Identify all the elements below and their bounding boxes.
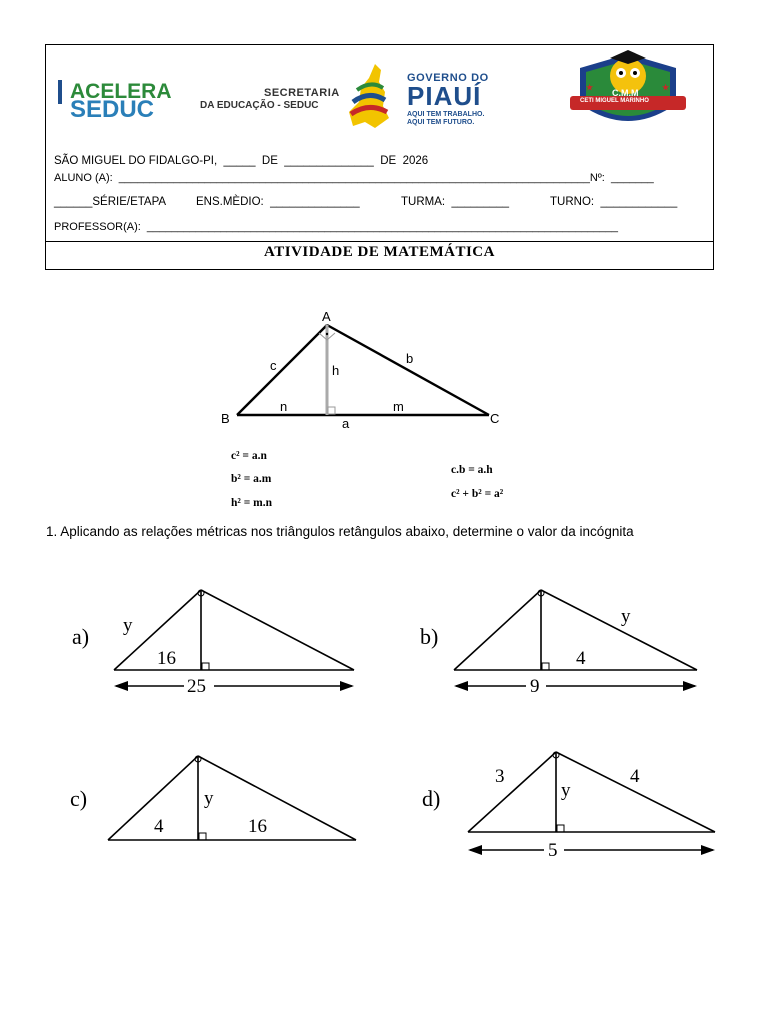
triangle-d-right-side-label: 4	[630, 766, 640, 787]
triangle-d-height-y-label: y	[561, 780, 571, 801]
formula-c2-an: c² = a.n	[231, 450, 267, 462]
svg-text:★: ★	[662, 83, 670, 92]
page-title: ATIVIDADE DE MATEMÁTICA	[264, 244, 495, 260]
triangle-c-figure	[66, 748, 386, 848]
triangle-c-foot-mark	[199, 833, 206, 840]
foot-right-angle-mark	[328, 407, 335, 414]
header-turno-field: TURNO: ____________	[550, 196, 678, 208]
header-separator	[45, 241, 714, 242]
acelera-text: ACELERA	[70, 80, 172, 103]
governo-piaui-logo	[343, 58, 508, 134]
triangle-d-foot-mark	[557, 825, 564, 832]
triangle-d-arrow-right	[701, 845, 715, 855]
triangle-a-inner-label: 16	[157, 648, 176, 669]
triangle-b-inner-label: 4	[576, 648, 586, 669]
triangle-b-arrow-right	[683, 681, 697, 691]
formula-b2-am: b² = a.m	[231, 473, 272, 485]
triangle-b-left-side	[454, 590, 541, 670]
school-badge-top-text: C.M.M	[612, 88, 639, 98]
triangle-b-side-y-label: y	[621, 606, 631, 627]
formula-h2-mn: h² = m.n	[231, 497, 272, 509]
triangle-c-height-y-label: y	[204, 788, 214, 809]
vertex-a-label: A	[322, 309, 331, 324]
side-c-label: c	[270, 358, 277, 373]
triangle-d-base-label: 5	[548, 840, 558, 861]
apex-angle-dot	[326, 333, 328, 335]
triangle-a-right-side	[201, 590, 354, 670]
triangle-c-right-proj-label: 16	[248, 816, 267, 837]
school-badge-logo	[568, 46, 688, 136]
piaui-map-icon	[345, 62, 405, 130]
educacao-text: DA EDUCAÇÃO - SEDUC	[200, 100, 319, 111]
governo-do-text: GOVERNO DO	[407, 72, 489, 84]
header-serie-field: ______SÉRIE/ETAPA	[54, 196, 167, 208]
side-b-line	[327, 325, 489, 415]
aqui-trabalho-text: AQUI TEM TRABALHO.	[407, 111, 485, 118]
triangle-d-figure	[418, 742, 738, 862]
triangle-a-side-y-label: y	[123, 615, 133, 636]
acelera-left-bar	[58, 80, 62, 104]
triangle-b-figure	[416, 580, 726, 700]
side-b-label: b	[406, 351, 414, 366]
vertex-c-label: C	[490, 411, 500, 426]
triangle-c-left-proj-label: 4	[154, 816, 164, 837]
triangle-b-foot-mark	[542, 663, 549, 670]
triangle-d-arrow-left	[468, 845, 482, 855]
formula-cb-ah: c.b = a.h	[451, 464, 493, 476]
triangle-c-label: c)	[70, 786, 88, 811]
triangle-d-label: d)	[422, 786, 441, 811]
header-ens-medio-field: ENS.MÈDIO: ______________	[196, 196, 360, 208]
side-a-label: a	[342, 416, 350, 428]
secretaria-text: SECRETARIA	[264, 87, 340, 99]
triangle-b-label: b)	[420, 624, 439, 649]
piaui-text: PIAUÍ	[407, 81, 482, 111]
formula-pythagoras: c² + b² = a²	[451, 488, 504, 500]
triangle-b-arrow-left	[454, 681, 468, 691]
triangle-a-arrow-left	[114, 681, 128, 691]
header-date-line: SÃO MIGUEL DO FIDALGO-PI, _____ DE ______________ DE 2026	[54, 155, 429, 167]
proj-n-label: n	[280, 399, 288, 414]
acelera-seduc-logo	[58, 52, 358, 134]
vertex-b-label: B	[221, 411, 230, 426]
reference-triangle-figure	[218, 303, 538, 428]
triangle-a-label: a)	[72, 624, 90, 649]
aqui-futuro-text: AQUI TEM FUTURO.	[407, 119, 475, 126]
triangle-a-foot-mark	[202, 663, 209, 670]
proj-m-label: m	[393, 399, 404, 414]
school-badge-band-text: CETI MIGUEL MARINHO	[580, 98, 649, 104]
triangle-d-left-side	[468, 752, 556, 832]
svg-text:★: ★	[586, 83, 594, 92]
triangle-d-left-side-label: 3	[495, 766, 505, 787]
height-h-label: h	[332, 363, 340, 378]
triangle-b-right-side	[541, 590, 697, 670]
triangle-d-right-side	[556, 752, 715, 832]
triangle-a-figure	[66, 580, 386, 700]
question-1-text: 1. Aplicando as relações métricas nos triângulos retângulos abaixo, determine o valor da incógnita	[46, 524, 634, 539]
triangle-c-right-side	[198, 756, 356, 840]
header-student-line: ALUNO (A): _____________________________________________________________________________Nº: _______	[54, 172, 654, 184]
header-professor-line: PROFESSOR(A): _____________________________________________________________________________	[54, 221, 618, 233]
triangle-a-base-label: 25	[187, 676, 206, 697]
header-turma-field: TURMA: _________	[401, 196, 510, 208]
triangle-b-base-label: 9	[530, 676, 540, 697]
triangle-c-left-side	[108, 756, 198, 840]
triangle-a-arrow-right	[340, 681, 354, 691]
seduc-text: SEDUC	[70, 96, 155, 123]
